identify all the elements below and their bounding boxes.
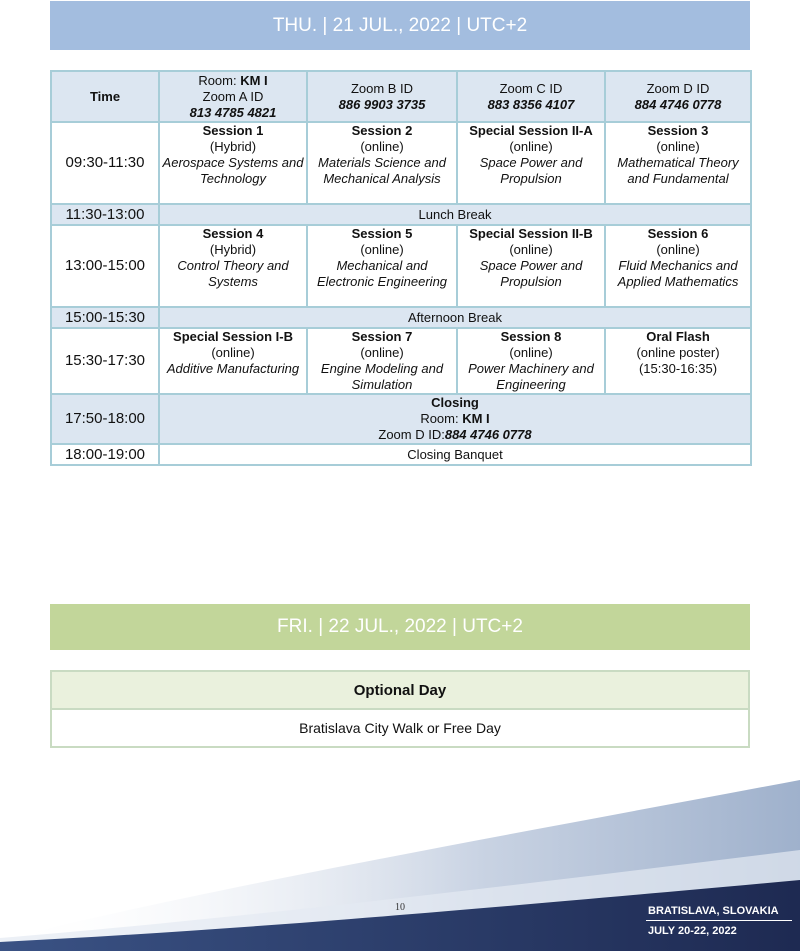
room-c-header: Zoom C ID 883 8356 4107 <box>457 71 605 122</box>
session-cell: Session 7 (online) Engine Modeling and Simulation <box>307 328 457 394</box>
time-header: Time <box>51 71 159 122</box>
closing-zoom-id: 884 4746 0778 <box>444 427 532 442</box>
session-cell: Oral Flash (online poster) (15:30-16:35) <box>605 328 751 394</box>
friday-table <box>50 670 750 748</box>
closing-cell: Closing Room: KM I Zoom D ID:884 4746 0778 <box>159 394 751 444</box>
session-cell: Session 3 (online) Mathematical Theory and Fundamental <box>605 122 751 204</box>
event-dates: JULY 20-22, 2022 <box>648 925 737 937</box>
lunch-break: Lunch Break <box>159 204 751 225</box>
break-row <box>51 307 751 328</box>
thursday-banner: THU. | 21 JUL., 2022 | UTC+2 <box>50 1 750 50</box>
friday-banner: FRI. | 22 JUL., 2022 | UTC+2 <box>50 604 750 650</box>
time-slot: 11:30-13:00 <box>51 204 159 225</box>
zoom-a-id: 813 4785 4821 <box>189 104 277 120</box>
closing-row <box>51 394 751 444</box>
time-slot: 15:30-17:30 <box>51 328 159 394</box>
time-slot: 15:00-15:30 <box>51 307 159 328</box>
session-cell: Special Session II-B (online) Space Power and Propulsion <box>457 225 605 307</box>
afternoon-break: Afternoon Break <box>159 307 751 328</box>
session-cell: Session 1 (Hybrid) Aerospace Systems and Technology <box>159 122 307 204</box>
time-slot: 18:00-19:00 <box>51 444 159 465</box>
closing-banquet: Closing Banquet <box>159 444 751 465</box>
banquet-row <box>51 444 751 465</box>
time-slot: 09:30-11:30 <box>51 122 159 204</box>
session-cell: Session 6 (online) Fluid Mechanics and Applied Mathematics <box>605 225 751 307</box>
time-slot: 17:50-18:00 <box>51 394 159 444</box>
table-header-row <box>51 71 751 122</box>
session-cell: Special Session I-B (online) Additive Manufacturing <box>159 328 307 394</box>
room-a-header: Room: KM I Zoom A ID 813 4785 4821 <box>159 71 307 122</box>
session-cell: Session 8 (online) Power Machinery and Engineering <box>457 328 605 394</box>
session-cell: Session 4 (Hybrid) Control Theory and Systems <box>159 225 307 307</box>
optional-day-title: Optional Day <box>51 671 749 709</box>
session-row <box>51 328 751 394</box>
break-row <box>51 204 751 225</box>
room-b-header: Zoom B ID 886 9903 3735 <box>307 71 457 122</box>
zoom-d-id: 884 4746 0778 <box>634 96 722 112</box>
page-number: 10 <box>395 902 405 913</box>
event-location: BRATISLAVA, SLOVAKIA <box>648 905 779 917</box>
zoom-b-id: 886 9903 3735 <box>338 96 426 112</box>
room-d-header: Zoom D ID 884 4746 0778 <box>605 71 751 122</box>
session-cell: Special Session II-A (online) Space Power and Propulsion <box>457 122 605 204</box>
session-row <box>51 225 751 307</box>
thursday-schedule-table <box>50 70 752 466</box>
footer-wave-graphic <box>0 770 800 951</box>
session-cell: Session 2 (online) Materials Science and Mechanical Analysis <box>307 122 457 204</box>
session-row <box>51 122 751 204</box>
optional-day-text: Bratislava City Walk or Free Day <box>51 709 749 747</box>
zoom-c-id: 883 8356 4107 <box>487 96 575 112</box>
time-slot: 13:00-15:00 <box>51 225 159 307</box>
footer-divider <box>646 920 792 921</box>
session-cell: Session 5 (online) Mechanical and Electronic Engineering <box>307 225 457 307</box>
